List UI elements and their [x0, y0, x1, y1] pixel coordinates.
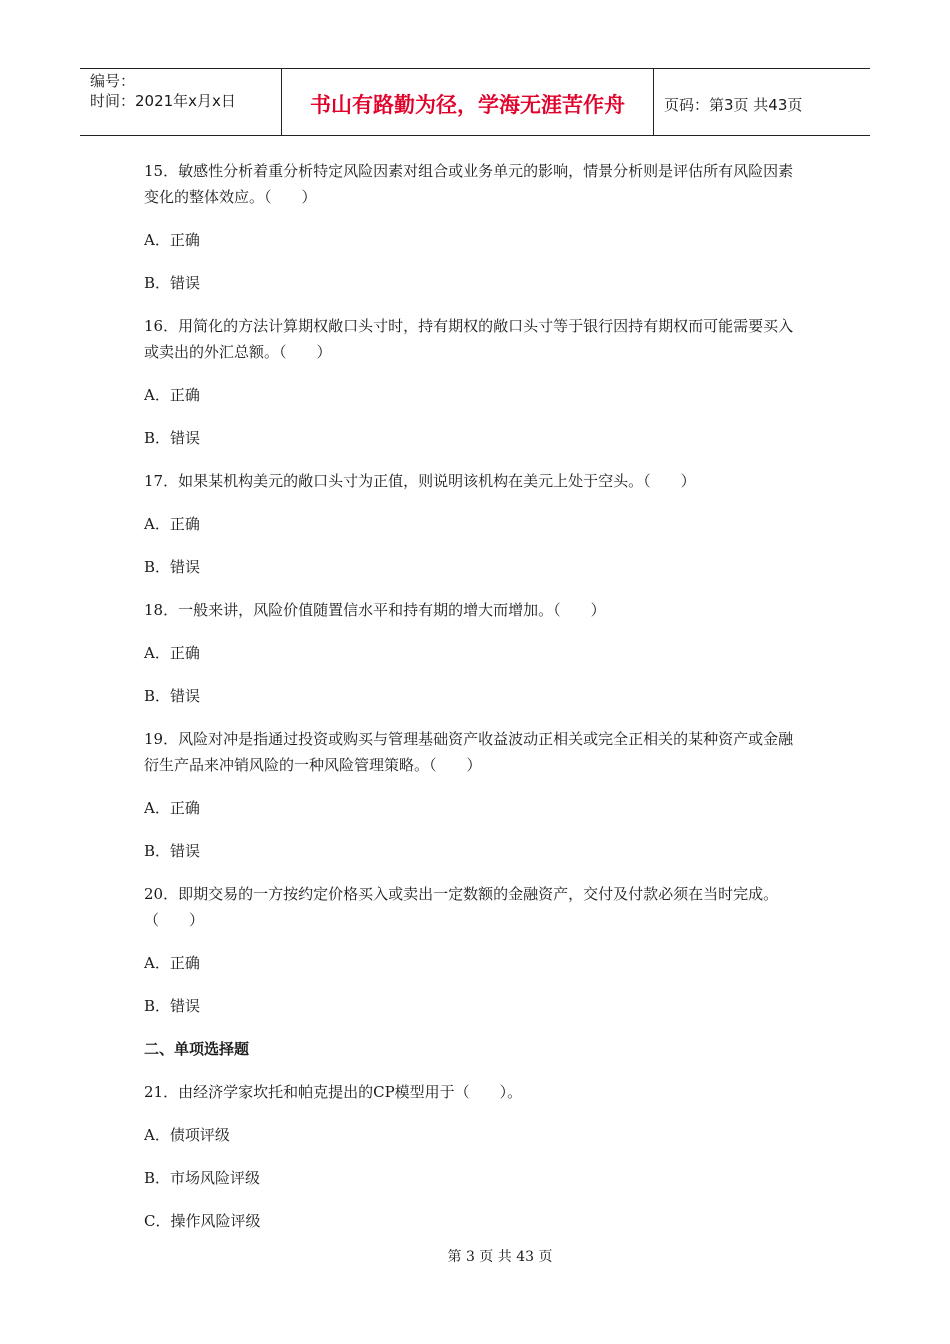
question-19: 19．风险对冲是指通过投资或购买与管理基础资产收益波动正相关或完全正相关的某种资产或金融衍生产品来冲销风险的一种风险管理策略。（ ）	[144, 730, 794, 774]
option-b: B．市场风险评级	[144, 1169, 261, 1187]
question-21: 21．由经济学家坎托和帕克提出的CP模型用于（ ）。	[144, 1083, 523, 1101]
number-label: 编号：	[90, 72, 136, 90]
question-16: 16．用简化的方法计算期权敞口头寸时，持有期权的敞口头寸等于银行因持有期权而可能需要买入或卖出的外汇总额。（ ）	[144, 317, 794, 361]
option-b: B．错误	[144, 274, 201, 292]
document-body	[144, 158, 804, 1234]
option-a: A．正确	[144, 644, 200, 662]
header-meta	[80, 69, 282, 135]
page-footer: 第 3 页 共 43 页	[447, 1249, 553, 1265]
time-label: 时间：2021年x月x日	[90, 92, 236, 110]
header-page-info: 页码：第3页 共43页	[664, 95, 803, 114]
question-17: 17．如果某机构美元的敞口头寸为正值，则说明该机构在美元上处于空头。（ ）	[144, 472, 696, 490]
option-c: C．操作风险评级	[144, 1212, 261, 1230]
question-18: 18．一般来讲，风险价值随置信水平和持有期的增大而增加。（ ）	[144, 601, 606, 619]
option-a: A．正确	[144, 386, 200, 404]
question-20: 20．即期交易的一方按约定价格买入或卖出一定数额的金融资产，交付及付款必须在当时完成。（ ）	[144, 885, 779, 929]
option-a: A．正确	[144, 515, 200, 533]
option-b: B．错误	[144, 687, 201, 705]
page-header	[80, 68, 870, 136]
option-a: A．正确	[144, 954, 200, 972]
header-motto: 书山有路勤为径，学海无涯苦作舟	[282, 69, 654, 135]
option-b: B．错误	[144, 558, 201, 576]
question-15: 15．敏感性分析着重分析特定风险因素对组合或业务单元的影响，情景分析则是评估所有风险因素变化的整体效应。（ ）	[144, 162, 794, 206]
option-b: B．错误	[144, 429, 201, 447]
section-title: 二、单项选择题	[144, 1040, 250, 1058]
option-a: A．正确	[144, 799, 200, 817]
option-a: A．正确	[144, 231, 200, 249]
option-a: A．债项评级	[144, 1126, 230, 1144]
option-b: B．错误	[144, 997, 201, 1015]
option-b: B．错误	[144, 842, 201, 860]
